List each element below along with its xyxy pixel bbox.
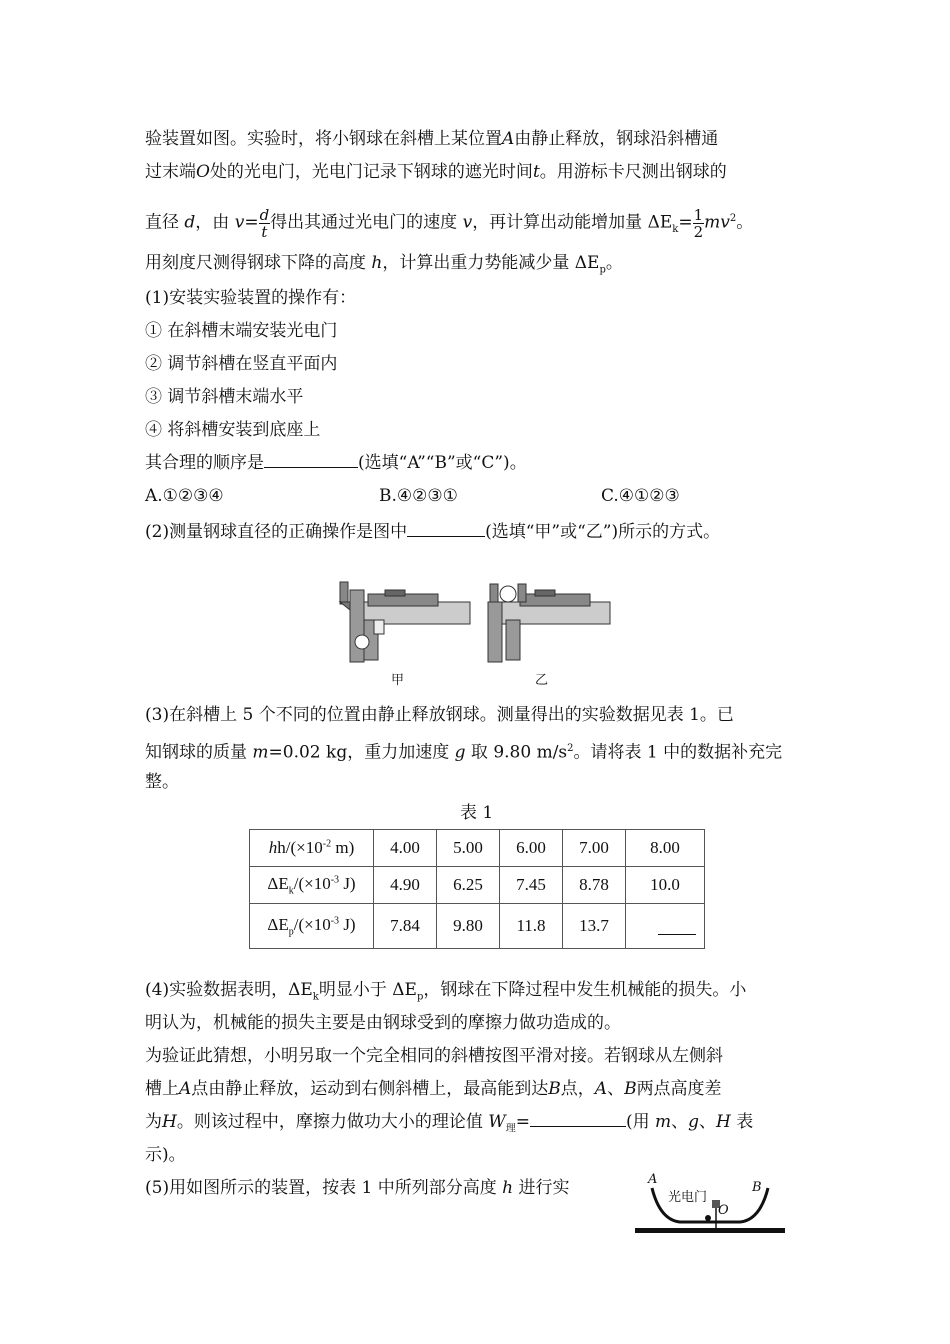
table-cell: 6.25 [437,867,500,904]
text: 表 [736,1112,754,1132]
text: 得出其通过光电门的速度 [270,212,458,233]
text: 、 [671,1112,689,1132]
text: h/(×10 [277,838,323,857]
text-line [145,160,727,184]
figure-label-A: A [648,1172,658,1187]
table-cell-blank[interactable] [626,904,705,949]
var-m: m [655,1112,672,1132]
caliper-yi [488,584,610,662]
text: 验装置如图。实验时，将小钢球在斜槽上某位置 [145,129,502,149]
text: (选填“A”“B”或“C”)。 [358,453,527,473]
text: 知钢球的质量 [145,742,247,763]
q4-line [145,978,746,1009]
text: 、 [607,1079,625,1099]
caliper-jia [340,582,470,662]
subscript: 理 [505,1123,516,1135]
answer-blank[interactable] [264,451,358,468]
text: (5)用如图所示的装置，按表 1 中所列部分高度 [145,1178,497,1198]
var-B: B [548,1079,561,1099]
text: 点， [560,1079,595,1099]
text: ，钢球在下降过程中发生机械能的损失。小 [423,980,747,1000]
var-h: h [502,1178,514,1198]
q2-text [145,520,720,544]
figure-label-gate: 光电门 [668,1190,708,1205]
text: 槽上 [145,1079,179,1099]
q1-title: (1)安装实验装置的操作有： [145,288,357,308]
answer-blank[interactable] [658,933,696,935]
text: /(×10 [293,914,331,934]
denominator: 2 [693,222,704,241]
subscript: p [599,264,606,276]
table-cell: 4.90 [374,867,437,904]
text: ，由 [195,212,230,233]
table-cell: 8.00 [626,830,705,867]
superscript: 2 [567,743,574,754]
table-cell: 10.0 [626,867,705,904]
q4-line: 明认为，机械能的损失主要是由钢球受到的摩擦力做功造成的。 [145,1013,621,1033]
var-A: A [594,1079,608,1099]
text: J) [339,873,356,893]
table-cell: 8.78 [563,867,626,904]
var-mv: mv [704,212,730,233]
subscript: p [416,991,424,1003]
text-line [145,127,718,151]
subscript: k [312,991,319,1003]
text: /(×10 [293,873,331,893]
table-title: 表 1 [460,803,494,823]
text: 取 9.80 m/s [470,742,568,763]
text: (2)测量钢球直径的正确操作是图中 [145,522,408,542]
text: (4)实验数据表明，ΔE [145,980,313,1000]
subscript: k [672,224,679,236]
text: =0.02 kg，重力加速度 [268,742,450,763]
var-g: g [688,1112,700,1132]
q4-line: 为验证此猜想，小明另取一个完全相同的斜槽按图平滑对接。若钢球从左侧斜 [145,1046,723,1066]
text: 进行实 [518,1178,570,1198]
var-H: H [716,1112,731,1132]
text: 。则该过程中，摩擦力做功大小的理论值 [176,1112,483,1132]
var-m: m [252,742,269,763]
var-g: g [454,742,466,763]
text: 其合理的顺序是 [145,453,264,473]
answer-blank[interactable] [407,520,485,537]
var-t: t [532,162,540,182]
q4-line [145,1110,753,1141]
table-cell: 5.00 [437,830,500,867]
table-row [250,867,705,904]
row-header-ep [250,904,374,949]
text: 、 [699,1112,717,1132]
var-h: h [371,253,383,273]
figure-label-jia: 甲 [391,673,405,688]
numerator: d [259,205,270,224]
text: (选填“甲”或“乙”)所示的方式。 [485,522,721,542]
caliper-figure [330,580,630,690]
table-cell: 7.45 [500,867,563,904]
answer-blank[interactable] [530,1110,626,1127]
table-cell: 4.00 [374,830,437,867]
text: ΔE [267,914,289,934]
table-cell: 13.7 [563,904,626,949]
q3-line: (3)在斜槽上 5 个不同的位置由静止释放钢球。测量得出的实验数据见表 1。已 [145,705,734,725]
q3-line: 整。 [145,772,179,792]
denominator: t [261,222,268,241]
option-c: C.④①②③ [601,486,680,506]
text: ΔE [267,873,289,893]
q1-step: ③ 调节斜槽末端水平 [145,387,304,407]
subscript: k [288,885,294,897]
text: 点由静止释放，运动到右侧斜槽上，最高能到达 [191,1079,549,1099]
text: m) [331,838,355,857]
figure-label-B: B [752,1180,762,1195]
q4-line: 示)。 [145,1145,186,1165]
text: 为 [145,1112,162,1132]
text: 由静止释放，钢球沿斜槽通 [514,129,719,149]
text: 两点高度差 [636,1079,722,1099]
table-cell: 7.84 [374,904,437,949]
table-cell: 6.00 [500,830,563,867]
q5-line [145,1176,569,1200]
option-a: A.①②③④ [145,486,224,506]
equals: = [515,1112,530,1132]
var-v: v [234,212,245,233]
fraction-half [693,207,705,240]
text: 。 [605,253,623,273]
q1-ask [145,451,527,475]
var-H: H [162,1112,177,1132]
text: 用刻度尺测得钢球下降的高度 [145,253,366,273]
superscript: 2 [729,213,737,224]
superscript: -2 [322,838,332,850]
numerator: 1 [693,205,704,224]
var-O: O [196,162,210,182]
superscript: -3 [330,915,340,927]
figure-label-yi: 乙 [535,673,549,688]
text: 明显小于 ΔE [318,980,417,1000]
table-cell: 7.00 [563,830,626,867]
var-A: A [179,1079,192,1099]
superscript: -3 [330,874,340,886]
text: 。 [736,212,754,233]
q3-line [145,737,782,765]
var-A: A [502,129,515,149]
table-cell: 11.8 [500,904,563,949]
q1-step: ② 调节斜槽在竖直平面内 [145,354,338,374]
data-table [249,829,705,949]
table-cell: 9.80 [437,904,500,949]
text: 。请将表 1 中的数据补充完 [573,742,783,763]
text-line [145,251,623,282]
row-header-ek [250,867,374,904]
text: 处的光电门，光电门记录下钢球的遮光时间 [209,162,533,182]
var-W: W [488,1112,506,1132]
fraction-d-over-t [259,207,271,240]
table-row [250,830,705,867]
var-d: d [184,212,196,233]
text: (用 [625,1112,650,1132]
q1-step: ④ 将斜槽安装到底座上 [145,420,321,440]
option-b: B.④②③① [379,486,458,506]
var-B: B [624,1079,637,1099]
text: J) [339,914,356,934]
row-header-h: $hh/(\times 10^{-2}$ m) [250,830,374,867]
base [635,1228,785,1233]
table-row [250,904,705,949]
subscript: p [288,926,294,938]
equals: = [678,212,693,233]
q1-step: ① 在斜槽末端安装光电门 [145,321,338,341]
text: 直径 [145,212,179,233]
figure-label-O: O [718,1203,729,1218]
q4-line [145,1077,722,1101]
text-line [145,202,753,247]
equals: = [244,212,259,233]
text: 过末端 [145,162,196,182]
var-v: v [462,212,473,233]
text: ，计算出重力势能减少量 ΔE [382,253,600,273]
text: 。用游标卡尺测出钢球的 [539,162,727,182]
ball [705,1215,711,1221]
text: ，再计算出动能增加量 ΔE [472,212,673,233]
